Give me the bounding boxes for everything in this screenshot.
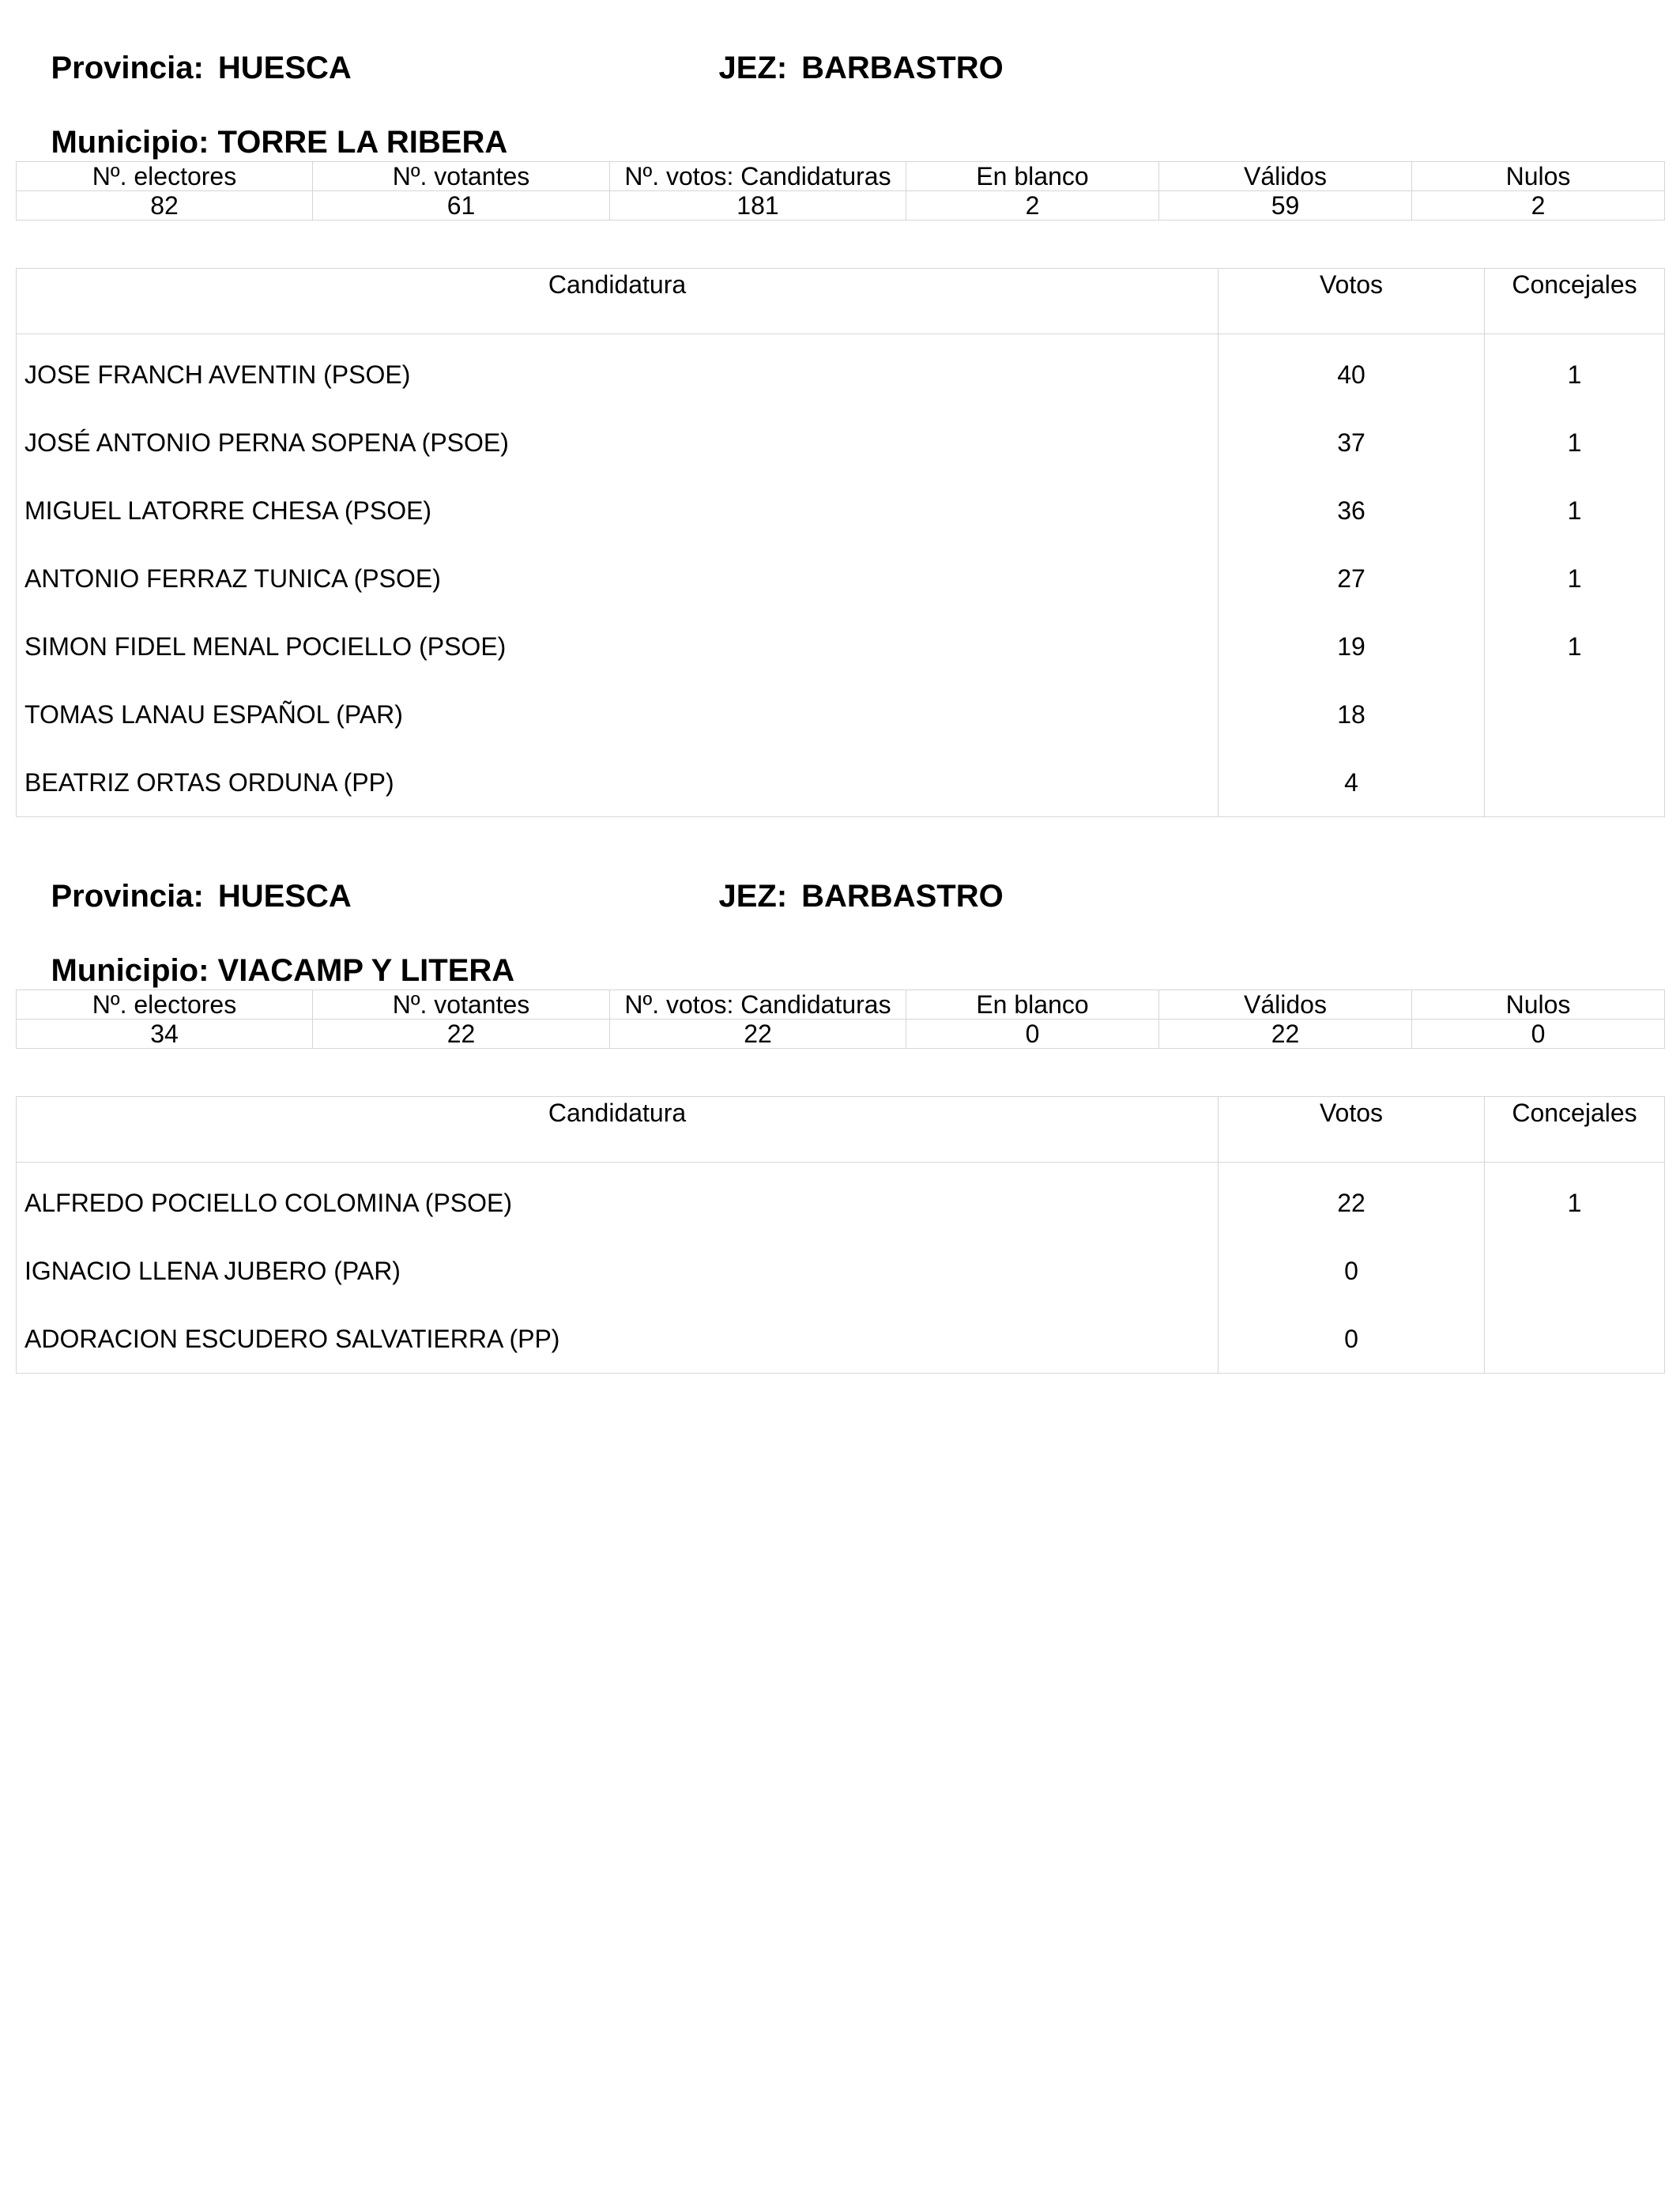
summary-header-row (17, 162, 1665, 191)
candidate-name: MIGUEL LATORRE CHESA (PSOE) (24, 496, 432, 525)
candidate-name: ANTONIO FERRAZ TUNICA (PSOE) (24, 564, 441, 593)
candidates-table (16, 1096, 1665, 1374)
table-row (17, 545, 1665, 613)
summary-header-en-blanco: En blanco (906, 162, 1159, 191)
candidate-name: ALFREDO POCIELLO COLOMINA (PSOE) (24, 1188, 513, 1217)
provincia-value: HUESCA (217, 51, 352, 85)
provincia-label: Provincia: (51, 51, 204, 85)
candidate-name: BEATRIZ ORTAS ORDUNA (PP) (24, 767, 394, 797)
summary-value-en-blanco: 2 (906, 191, 1159, 221)
summary-header-nulos: Nulos (1412, 990, 1665, 1020)
header-votos: Votos (1219, 1097, 1485, 1163)
candidate-concejales (1485, 1237, 1665, 1305)
candidate-votos: 40 (1219, 334, 1485, 409)
summary-value-validos: 22 (1159, 1020, 1412, 1049)
summary-table (16, 161, 1665, 221)
candidates-table (16, 268, 1665, 817)
summary-header-votos-candidaturas: Nº. votos: Candidaturas (610, 990, 906, 1020)
candidates-header-row (17, 269, 1665, 334)
summary-header-validos: Válidos (1159, 990, 1412, 1020)
table-row (17, 334, 1665, 409)
candidate-votos: 27 (1219, 545, 1485, 613)
jez-label: JEZ: (718, 879, 788, 914)
jez-value: BARBASTRO (801, 51, 1004, 85)
candidate-concejales (1485, 748, 1665, 817)
candidate-name: ADORACION ESCUDERO SALVATIERRA (PP) (24, 1324, 560, 1353)
summary-value-nulos: 0 (1412, 1020, 1665, 1049)
summary-header-en-blanco: En blanco (906, 990, 1159, 1020)
table-row (17, 1237, 1665, 1305)
candidate-votos: 18 (1219, 680, 1485, 748)
summary-header-electores: Nº. electores (17, 990, 313, 1020)
candidate-concejales (1485, 1305, 1665, 1374)
candidate-name: SIMON FIDEL MENAL POCIELLO (PSOE) (24, 631, 507, 661)
summary-value-votos-candidaturas: 22 (610, 1020, 906, 1049)
summary-value-en-blanco: 0 (906, 1020, 1159, 1049)
summary-header-row (17, 990, 1665, 1020)
table-row (17, 1163, 1665, 1238)
candidates-header-row (17, 1097, 1665, 1163)
jez-heading (684, 21, 1004, 115)
candidate-name: JOSÉ ANTONIO PERNA SOPENA (PSOE) (24, 428, 509, 457)
jez-value: BARBASTRO (801, 879, 1004, 914)
candidate-concejales: 1 (1485, 1163, 1665, 1238)
candidate-concejales: 1 (1485, 409, 1665, 477)
summary-header-votantes: Nº. votantes (313, 162, 610, 191)
candidate-votos: 0 (1219, 1305, 1485, 1374)
candidate-votos: 4 (1219, 748, 1485, 817)
summary-values-row (17, 1020, 1665, 1049)
table-row (17, 748, 1665, 817)
candidate-concejales (1485, 680, 1665, 748)
summary-value-votos-candidaturas: 181 (610, 191, 906, 221)
jez-heading (684, 849, 1004, 944)
table-row (17, 613, 1665, 680)
municipio-value: VIACAMP Y LITERA (217, 953, 515, 988)
table-row (17, 409, 1665, 477)
table-row (17, 477, 1665, 545)
provincia-value: HUESCA (217, 879, 352, 914)
summary-header-nulos: Nulos (1412, 162, 1665, 191)
header-votos: Votos (1219, 269, 1485, 334)
summary-table (16, 990, 1665, 1049)
municipio-label: Municipio: (51, 953, 209, 988)
jez-label: JEZ: (718, 51, 788, 85)
candidate-concejales: 1 (1485, 334, 1665, 409)
candidate-concejales: 1 (1485, 545, 1665, 613)
summary-value-validos: 59 (1159, 191, 1412, 221)
municipio-value: TORRE LA RIBERA (217, 125, 508, 160)
summary-value-nulos: 2 (1412, 191, 1665, 221)
header-candidatura: Candidatura (17, 269, 1219, 334)
summary-values-row (17, 191, 1665, 221)
provincia-label: Provincia: (51, 879, 204, 914)
summary-header-validos: Válidos (1159, 162, 1412, 191)
summary-value-electores: 82 (17, 191, 313, 221)
summary-header-votantes: Nº. votantes (313, 990, 610, 1020)
table-row (17, 680, 1665, 748)
summary-header-electores: Nº. electores (17, 162, 313, 191)
candidate-votos: 0 (1219, 1237, 1485, 1305)
summary-value-votantes: 22 (313, 1020, 610, 1049)
candidate-name: TOMAS LANAU ESPAÑOL (PAR) (24, 699, 403, 729)
candidate-votos: 22 (1219, 1163, 1485, 1238)
candidate-concejales: 1 (1485, 613, 1665, 680)
candidate-name: IGNACIO LLENA JUBERO (PAR) (24, 1256, 401, 1285)
municipio-label: Municipio: (51, 125, 209, 160)
candidate-concejales: 1 (1485, 477, 1665, 545)
header-concejales: Concejales (1485, 269, 1665, 334)
candidate-name: JOSE FRANCH AVENTIN (PSOE) (24, 360, 411, 389)
header-candidatura: Candidatura (17, 1097, 1219, 1163)
summary-header-votos-candidaturas: Nº. votos: Candidaturas (610, 162, 906, 191)
summary-value-electores: 34 (17, 1020, 313, 1049)
candidate-votos: 37 (1219, 409, 1485, 477)
candidate-votos: 19 (1219, 613, 1485, 680)
summary-value-votantes: 61 (313, 191, 610, 221)
header-concejales: Concejales (1485, 1097, 1665, 1163)
candidate-votos: 36 (1219, 477, 1485, 545)
table-row (17, 1305, 1665, 1374)
